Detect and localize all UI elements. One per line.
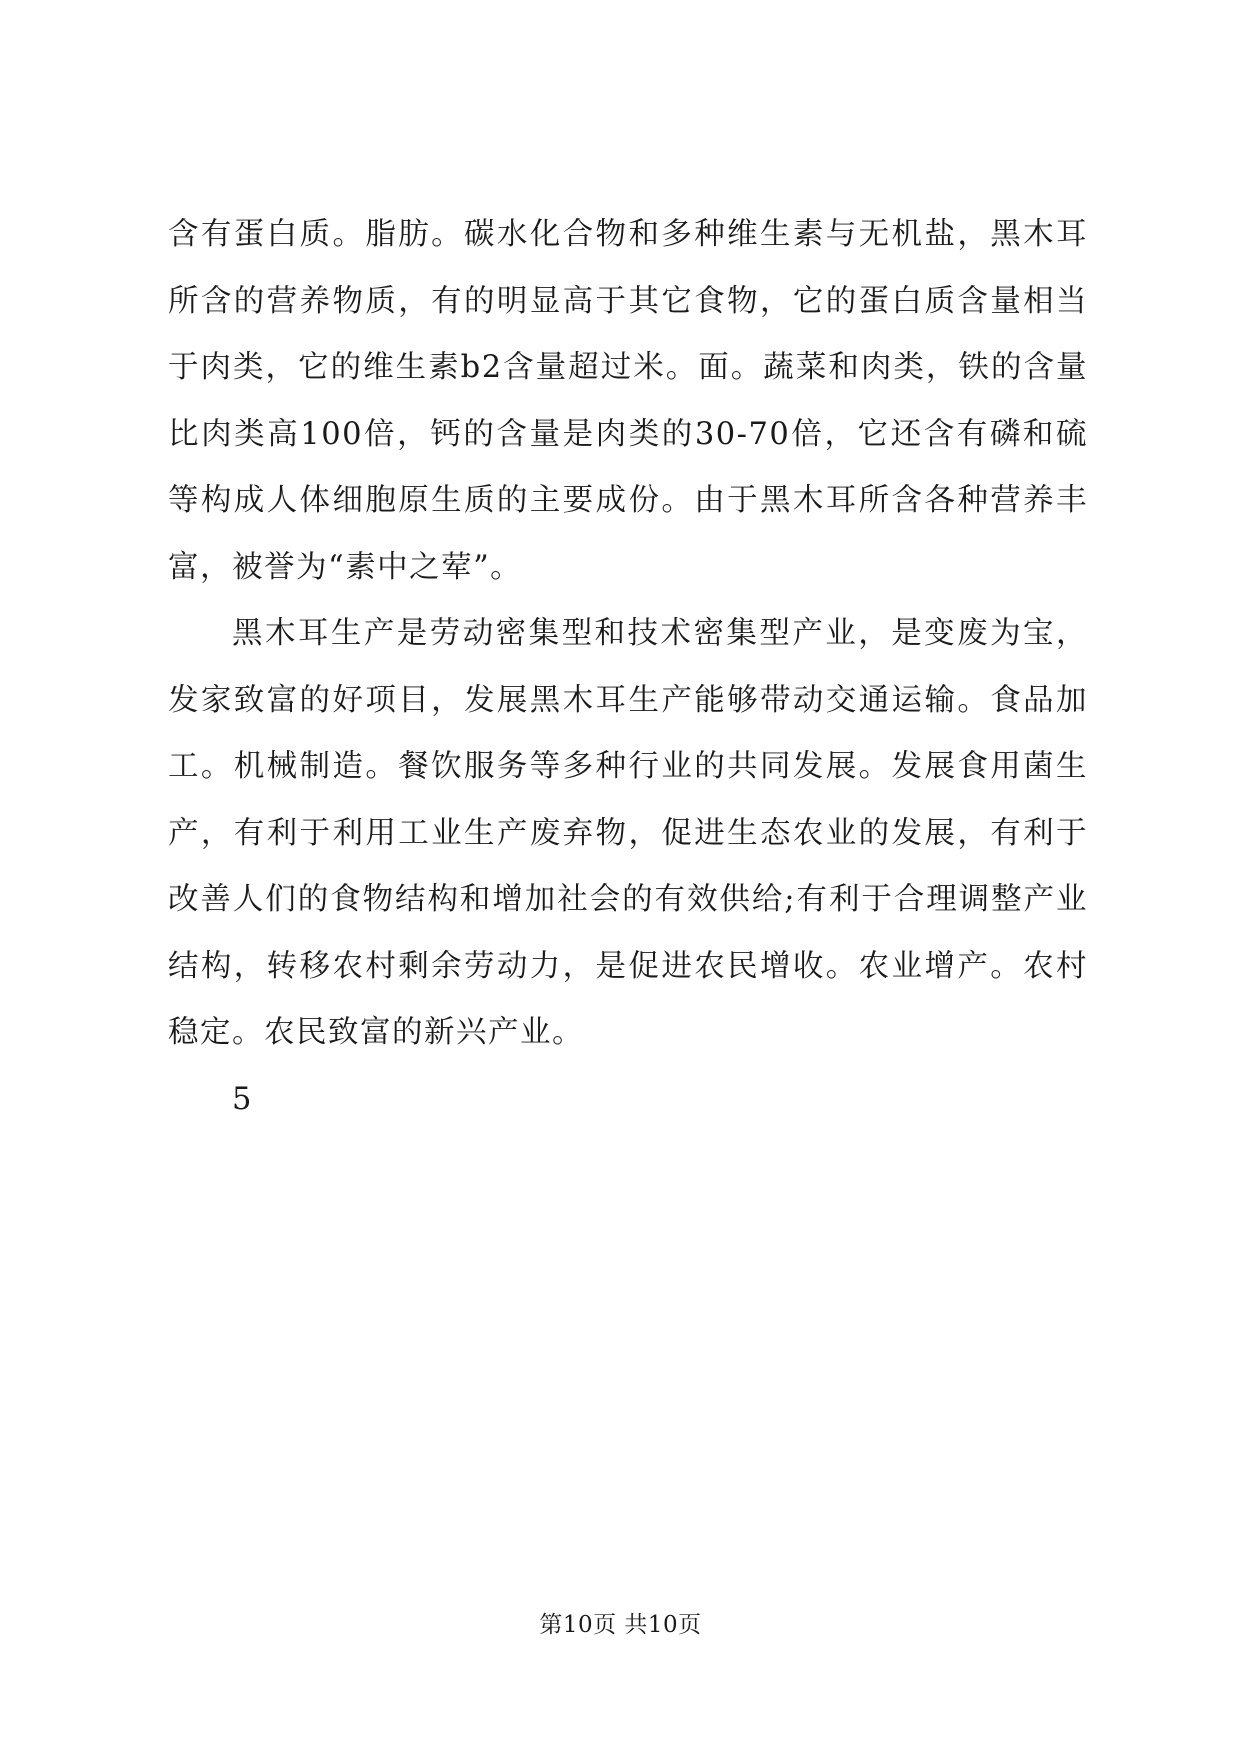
paragraph-nutrition: 含有蛋白质。脂肪。碳水化合物和多种维生素与无机盐，黑木耳所含的营养物质，有的明显高于其它食物，它的蛋白质含量相当于肉类，它的维生素b2含量超过米。面。蔬菜和肉类，铁的含量比肉类高100倍，钙的含量是肉类的30-70倍，它还含有磷和硫等构成人体细胞原生质的主要成份。由于黑木耳所含各种营养丰富，被誉为“素中之荤”。: [168, 217, 1088, 585]
page-footer: 第10页 共10页: [539, 1612, 702, 1638]
paragraph-industry: 黑木耳生产是劳动密集型和技术密集型产业，是变废为宝，发家致富的好项目，发展黑木耳生产能够带动交通运输。食品加工。机械制造。餐饮服务等多种行业的共同发展。发展食用菌生产，有利于利用工业生产废弃物，促进生态农业的发展，有利于改善人们的食物结构和增加社会的有效供给;有利于合理调整产业结构，转移农村剩余劳动力，是促进农民增收。农业增产。农村稳定。农民致富的新兴产业。: [168, 616, 1088, 1050]
document-body: [168, 202, 1088, 1133]
paragraph-number: 5: [232, 1081, 253, 1117]
